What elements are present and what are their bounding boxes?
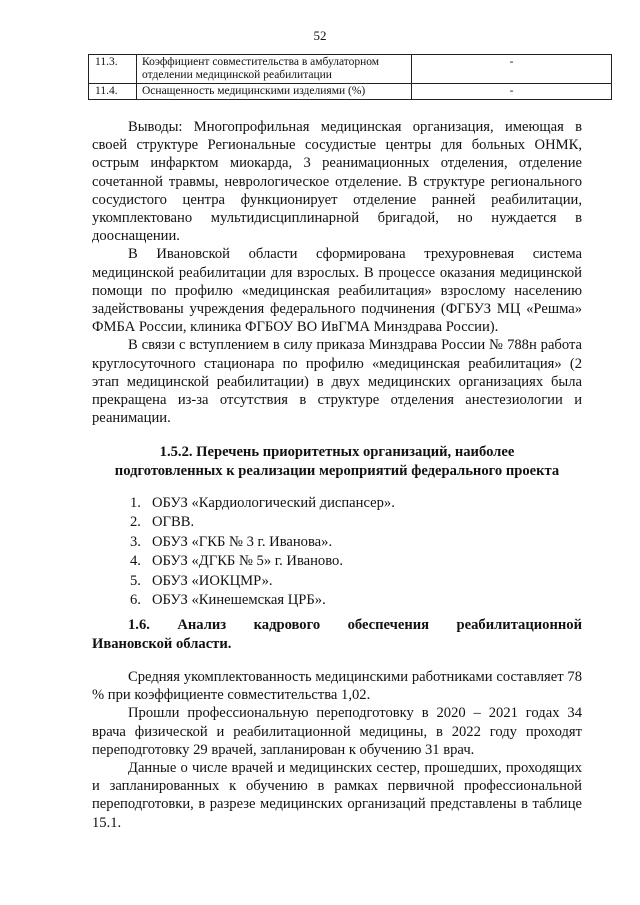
list-item-label: ОБУЗ «Кардиологический диспансер». bbox=[152, 495, 395, 511]
priority-organizations-list bbox=[130, 494, 550, 610]
table-cell-value: - bbox=[412, 55, 612, 84]
list-item-label: ОБУЗ «ДГКБ № 5» г. Иваново. bbox=[152, 553, 343, 570]
list-item bbox=[130, 591, 550, 610]
conclusions-paragraph-2: В Ивановской области сформирована трехуровневая система медицинской реабилитации для взрослых. В процессе оказания медицинской помощи по профилю «медицинская реабилитация» взрослому населению задействованы учреждения федерального подчинения (ФГБУЗ МЦ «Решма» ФМБА России, клиника ФГБОУ ВО ИвГМА Минздрава России). bbox=[92, 246, 582, 336]
section-16-title-line2: Ивановской области. bbox=[92, 635, 232, 652]
list-item bbox=[130, 552, 550, 571]
list-item-label: ОГВВ. bbox=[152, 514, 195, 531]
list-item-number: 4. bbox=[130, 553, 141, 570]
list-item-label: ОБУЗ «ГКБ № 3 г. Иванова». bbox=[152, 533, 333, 550]
indicators-table bbox=[88, 54, 612, 100]
table-cell-name: Коэффициент совместительства в амбулаторном отделении медицинской реабилитации bbox=[137, 55, 412, 84]
list-item bbox=[130, 494, 550, 513]
table-cell-value: - bbox=[412, 84, 612, 100]
list-item-number: 3. bbox=[130, 533, 141, 550]
table-cell-num: 11.4. bbox=[89, 84, 137, 100]
page-number: 52 bbox=[313, 28, 327, 43]
conclusions-paragraph-1: Выводы: Многопрофильная медицинская организация, имеющая в своей структуре Региональные сосудистые центры для больных ОНМК, острым инфарктом миокарда, 3 реанимационных отделения, отделение сочетанной травмы, неврологическое отделение. В структуре регионального сосудистого центра функционирует отделение ранней реабилитации, укомплектовано мультидисциплинарной бригадой, но нуждается в дооснащении. bbox=[92, 119, 582, 245]
conclusions-block bbox=[92, 118, 582, 427]
list-item bbox=[130, 533, 550, 552]
list-item-label: ОБУЗ «ИОКЦМР». bbox=[152, 572, 273, 589]
section-152-title-line1: 1.5.2. Перечень приоритетных организаций, наиболее bbox=[159, 444, 515, 460]
staffing-paragraph-1: Средняя укомплектованность медицинскими работниками составляет 78 % при коэффициенте совместительства 1,02. bbox=[92, 669, 582, 704]
table-cell-name: Оснащенность медицинскими изделиями (%) bbox=[137, 84, 412, 100]
list-item-number: 1. bbox=[130, 495, 141, 511]
list-item bbox=[130, 513, 550, 532]
section-152-title-line2: подготовленных к реализации мероприятий федерального проекта bbox=[114, 462, 560, 479]
section-152-heading bbox=[92, 443, 582, 480]
section-16-heading bbox=[92, 616, 582, 653]
staffing-paragraph-3: Данные о числе врачей и медицинских сестер, прошедших, проходящих и запланированных к обучению в рамках первичной профессиональной переподготовки, в разрезе медицинских организаций представлены в таблице 15.1. bbox=[92, 760, 582, 831]
list-item bbox=[130, 572, 550, 591]
table-row bbox=[89, 84, 612, 100]
list-item-number: 5. bbox=[130, 572, 141, 589]
conclusions-paragraph-3: В связи с вступлением в силу приказа Минздрава России № 788н работа круглосуточного стационара по профилю «медицинская реабилитация» (2 этап медицинской реабилитации) в двух медицинских организациях была прекращена из-за отсутствия в структуре отделения анестезиологии и реанимации. bbox=[92, 337, 582, 427]
list-item-label: ОБУЗ «Кинешемская ЦРБ». bbox=[152, 592, 326, 609]
list-item-number: 2. bbox=[130, 514, 141, 531]
list-item-number: 6. bbox=[130, 592, 141, 609]
section-16-title-line1: 1.6. Анализ кадрового обеспечения реабилитационной bbox=[128, 617, 582, 633]
table-row bbox=[89, 55, 612, 84]
table-cell-num: 11.3. bbox=[89, 55, 137, 84]
staffing-block bbox=[92, 668, 582, 832]
staffing-paragraph-2: Прошли профессиональную переподготовку в 2020 – 2021 годах 34 врача физической и реабилитационной медицины, в 2022 году проходят переподготовку 29 врачей, запланирован к обучению 31 врач. bbox=[92, 705, 582, 758]
